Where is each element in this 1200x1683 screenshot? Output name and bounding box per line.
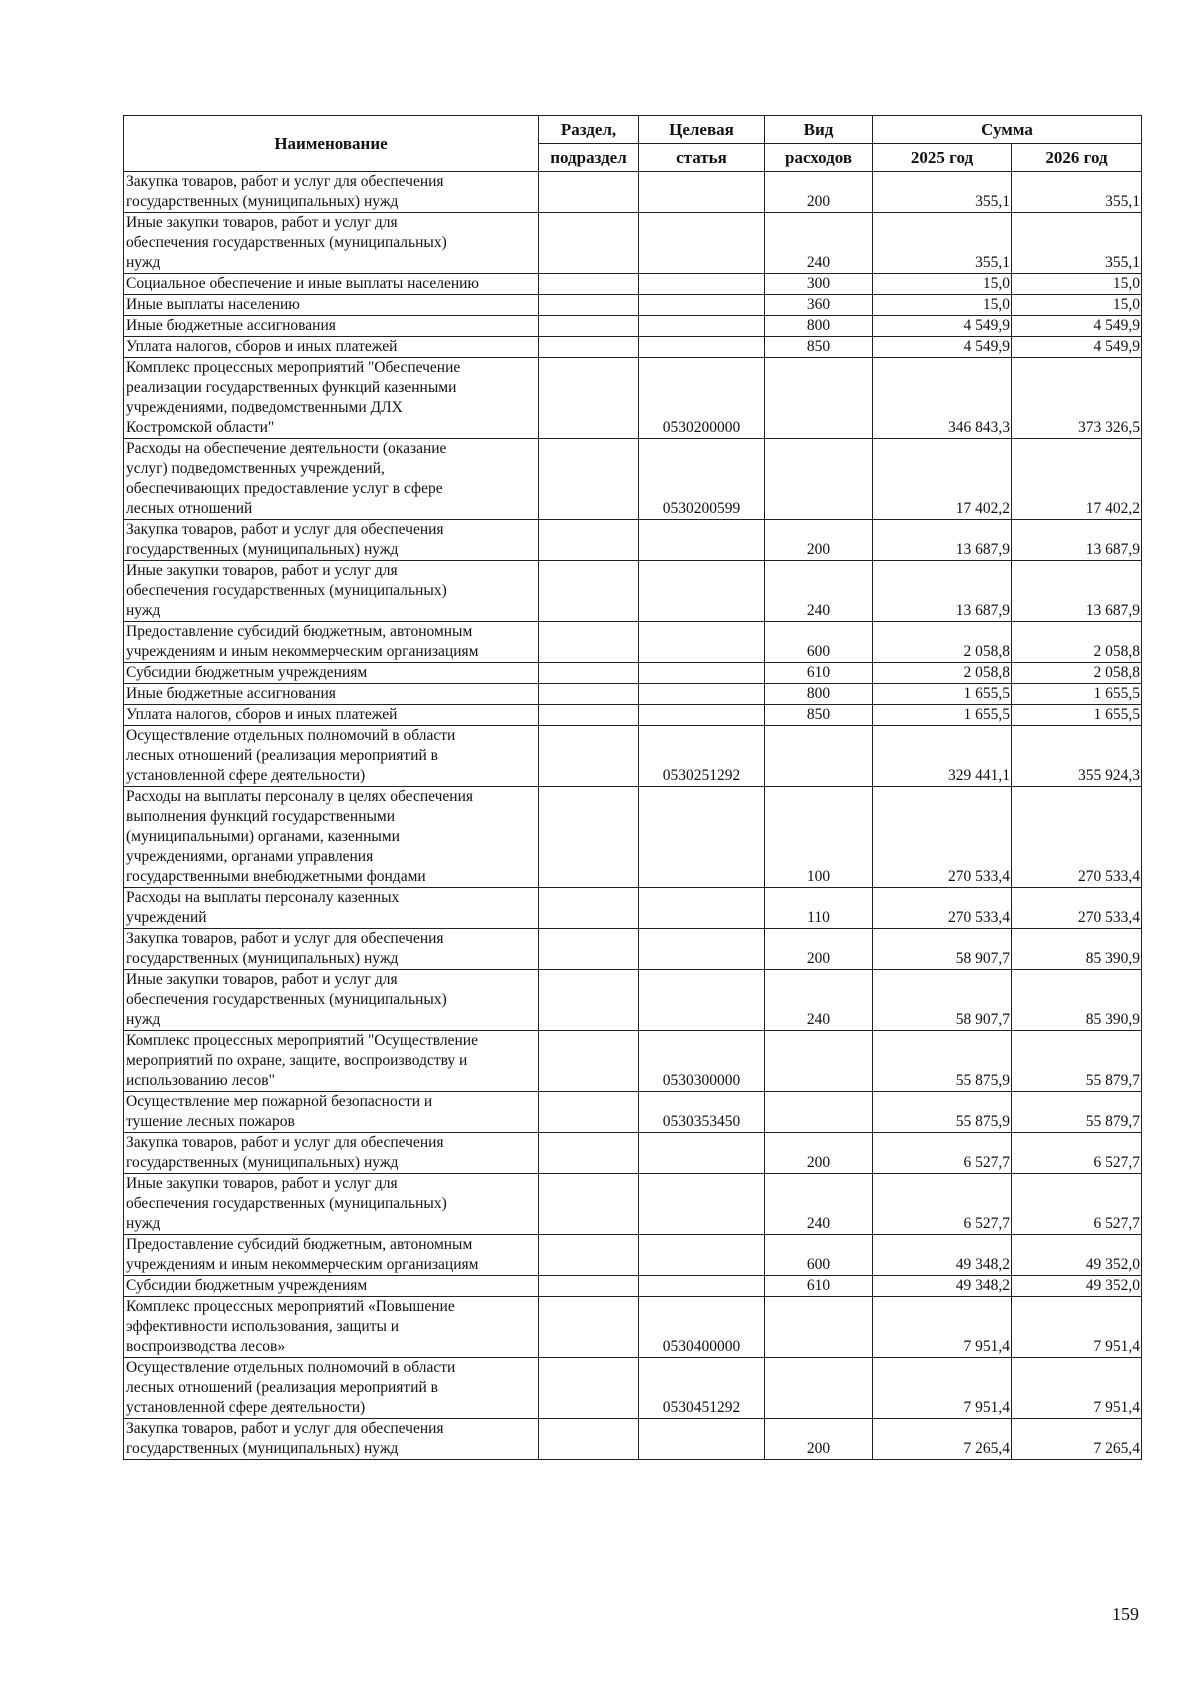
cell-sum-2025: 55 875,9 bbox=[873, 1031, 1012, 1092]
cell-section bbox=[539, 316, 639, 337]
cell-target-article bbox=[639, 561, 765, 622]
header-section-line2: подраздел bbox=[539, 144, 639, 172]
cell-expense-kind: 240 bbox=[765, 1174, 873, 1235]
cell-sum-2025: 4 549,9 bbox=[873, 337, 1012, 358]
table-row bbox=[124, 561, 1142, 622]
cell-sum-2026: 13 687,9 bbox=[1012, 561, 1142, 622]
cell-name: Иные выплаты населению bbox=[124, 295, 539, 316]
cell-section bbox=[539, 888, 639, 929]
cell-sum-2025: 355,1 bbox=[873, 213, 1012, 274]
cell-target-article bbox=[639, 1133, 765, 1174]
cell-section bbox=[539, 337, 639, 358]
table-row bbox=[124, 1358, 1142, 1419]
cell-sum-2026: 7 951,4 bbox=[1012, 1297, 1142, 1358]
cell-expense-kind: 800 bbox=[765, 684, 873, 705]
cell-target-article bbox=[639, 1235, 765, 1276]
cell-expense-kind: 610 bbox=[765, 1276, 873, 1297]
table-row bbox=[124, 705, 1142, 726]
header-year-2025: 2025 год bbox=[873, 144, 1012, 172]
cell-section bbox=[539, 1297, 639, 1358]
cell-target-article bbox=[639, 622, 765, 663]
cell-sum-2026: 6 527,7 bbox=[1012, 1133, 1142, 1174]
cell-expense-kind: 610 bbox=[765, 663, 873, 684]
cell-sum-2026: 55 879,7 bbox=[1012, 1092, 1142, 1133]
cell-sum-2025: 1 655,5 bbox=[873, 705, 1012, 726]
cell-sum-2026: 2 058,8 bbox=[1012, 622, 1142, 663]
cell-target-article bbox=[639, 888, 765, 929]
cell-expense-kind: 850 bbox=[765, 705, 873, 726]
cell-target-article: 0530200599 bbox=[639, 439, 765, 520]
cell-sum-2026: 2 058,8 bbox=[1012, 663, 1142, 684]
header-name: Наименование bbox=[124, 116, 539, 172]
cell-section bbox=[539, 1031, 639, 1092]
page-number: 159 bbox=[1112, 1604, 1139, 1624]
cell-name: Иные закупки товаров, работ и услуг для обеспечения государственных (муниципальных) нужд bbox=[124, 1174, 539, 1235]
cell-section bbox=[539, 929, 639, 970]
cell-sum-2025: 55 875,9 bbox=[873, 1092, 1012, 1133]
cell-sum-2025: 13 687,9 bbox=[873, 520, 1012, 561]
cell-sum-2026: 7 951,4 bbox=[1012, 1358, 1142, 1419]
cell-target-article bbox=[639, 274, 765, 295]
cell-name: Комплекс процессных мероприятий "Осуществление мероприятий по охране, защите, воспроизводству и использованию лесов" bbox=[124, 1031, 539, 1092]
cell-name: Иные закупки товаров, работ и услуг для обеспечения государственных (муниципальных) нужд bbox=[124, 213, 539, 274]
cell-sum-2025: 17 402,2 bbox=[873, 439, 1012, 520]
cell-name: Комплекс процессных мероприятий "Обеспечение реализации государственных функций казенными учреждениями, подведомственными ДЛХ Костромской области" bbox=[124, 358, 539, 439]
cell-expense-kind: 110 bbox=[765, 888, 873, 929]
cell-sum-2025: 49 348,2 bbox=[873, 1276, 1012, 1297]
cell-expense-kind bbox=[765, 1031, 873, 1092]
cell-sum-2025: 329 441,1 bbox=[873, 726, 1012, 787]
cell-name: Уплата налогов, сборов и иных платежей bbox=[124, 705, 539, 726]
table-row bbox=[124, 726, 1142, 787]
cell-section bbox=[539, 1358, 639, 1419]
cell-sum-2026: 55 879,7 bbox=[1012, 1031, 1142, 1092]
cell-sum-2025: 6 527,7 bbox=[873, 1133, 1012, 1174]
cell-sum-2025: 58 907,7 bbox=[873, 970, 1012, 1031]
cell-sum-2026: 4 549,9 bbox=[1012, 337, 1142, 358]
table-row bbox=[124, 663, 1142, 684]
table-row bbox=[124, 172, 1142, 213]
cell-sum-2025: 7 265,4 bbox=[873, 1419, 1012, 1460]
cell-target-article bbox=[639, 520, 765, 561]
cell-section bbox=[539, 684, 639, 705]
header-kind-line1: Вид bbox=[765, 116, 873, 144]
cell-sum-2026: 355,1 bbox=[1012, 213, 1142, 274]
cell-sum-2026: 15,0 bbox=[1012, 295, 1142, 316]
cell-expense-kind: 800 bbox=[765, 316, 873, 337]
cell-sum-2026: 49 352,0 bbox=[1012, 1276, 1142, 1297]
cell-target-article: 0530353450 bbox=[639, 1092, 765, 1133]
table-row bbox=[124, 970, 1142, 1031]
table-body bbox=[124, 172, 1142, 1460]
cell-section bbox=[539, 1235, 639, 1276]
cell-expense-kind: 360 bbox=[765, 295, 873, 316]
cell-sum-2026: 17 402,2 bbox=[1012, 439, 1142, 520]
cell-sum-2026: 7 265,4 bbox=[1012, 1419, 1142, 1460]
cell-name: Расходы на выплаты персоналу в целях обеспечения выполнения функций государственными (муниципальными) органами, казенными учреждениями, органами управления государственными внебюджетными фондами bbox=[124, 787, 539, 888]
cell-sum-2025: 2 058,8 bbox=[873, 622, 1012, 663]
cell-expense-kind bbox=[765, 439, 873, 520]
cell-sum-2025: 355,1 bbox=[873, 172, 1012, 213]
cell-section bbox=[539, 439, 639, 520]
cell-expense-kind: 240 bbox=[765, 561, 873, 622]
cell-sum-2025: 1 655,5 bbox=[873, 684, 1012, 705]
table-header bbox=[124, 116, 1142, 172]
cell-target-article bbox=[639, 1276, 765, 1297]
cell-target-article bbox=[639, 1419, 765, 1460]
cell-section bbox=[539, 1276, 639, 1297]
header-kind-line2: расходов bbox=[765, 144, 873, 172]
cell-section bbox=[539, 213, 639, 274]
cell-sum-2026: 270 533,4 bbox=[1012, 888, 1142, 929]
cell-section bbox=[539, 1133, 639, 1174]
cell-sum-2026: 355,1 bbox=[1012, 172, 1142, 213]
cell-name: Закупка товаров, работ и услуг для обеспечения государственных (муниципальных) нужд bbox=[124, 172, 539, 213]
cell-expense-kind: 200 bbox=[765, 1419, 873, 1460]
table-row bbox=[124, 316, 1142, 337]
cell-sum-2026: 355 924,3 bbox=[1012, 726, 1142, 787]
cell-sum-2026: 1 655,5 bbox=[1012, 684, 1142, 705]
cell-target-article: 0530400000 bbox=[639, 1297, 765, 1358]
cell-expense-kind: 850 bbox=[765, 337, 873, 358]
cell-section bbox=[539, 520, 639, 561]
cell-sum-2026: 4 549,9 bbox=[1012, 316, 1142, 337]
cell-section bbox=[539, 295, 639, 316]
cell-expense-kind bbox=[765, 1358, 873, 1419]
table-row bbox=[124, 684, 1142, 705]
cell-expense-kind bbox=[765, 358, 873, 439]
table-row bbox=[124, 1092, 1142, 1133]
cell-sum-2025: 270 533,4 bbox=[873, 787, 1012, 888]
cell-name: Осуществление отдельных полномочий в области лесных отношений (реализация мероприятий в установленной сфере деятельности) bbox=[124, 726, 539, 787]
cell-name: Иные закупки товаров, работ и услуг для обеспечения государственных (муниципальных) нужд bbox=[124, 970, 539, 1031]
cell-section bbox=[539, 663, 639, 684]
cell-name: Социальное обеспечение и иные выплаты населению bbox=[124, 274, 539, 295]
cell-section bbox=[539, 787, 639, 888]
cell-name: Иные закупки товаров, работ и услуг для обеспечения государственных (муниципальных) нужд bbox=[124, 561, 539, 622]
cell-target-article bbox=[639, 929, 765, 970]
cell-target-article bbox=[639, 295, 765, 316]
table-row bbox=[124, 1297, 1142, 1358]
cell-target-article bbox=[639, 316, 765, 337]
table-row bbox=[124, 274, 1142, 295]
cell-sum-2025: 13 687,9 bbox=[873, 561, 1012, 622]
table-row bbox=[124, 622, 1142, 663]
budget-table bbox=[123, 115, 1142, 1460]
cell-sum-2026: 85 390,9 bbox=[1012, 929, 1142, 970]
cell-sum-2025: 7 951,4 bbox=[873, 1297, 1012, 1358]
cell-target-article: 0530451292 bbox=[639, 1358, 765, 1419]
table-row bbox=[124, 1235, 1142, 1276]
cell-target-article bbox=[639, 172, 765, 213]
cell-section bbox=[539, 172, 639, 213]
cell-sum-2025: 2 058,8 bbox=[873, 663, 1012, 684]
cell-name: Осуществление мер пожарной безопасности и тушение лесных пожаров bbox=[124, 1092, 539, 1133]
cell-sum-2025: 4 549,9 bbox=[873, 316, 1012, 337]
cell-sum-2025: 49 348,2 bbox=[873, 1235, 1012, 1276]
cell-target-article bbox=[639, 663, 765, 684]
cell-expense-kind: 200 bbox=[765, 929, 873, 970]
table-row bbox=[124, 295, 1142, 316]
cell-sum-2026: 85 390,9 bbox=[1012, 970, 1142, 1031]
cell-name: Предоставление субсидий бюджетным, автономным учреждениям и иным некоммерческим организациям bbox=[124, 1235, 539, 1276]
table-row bbox=[124, 1419, 1142, 1460]
header-sum: Сумма bbox=[873, 116, 1142, 144]
cell-section bbox=[539, 1092, 639, 1133]
table-row bbox=[124, 337, 1142, 358]
header-target-line2: статья bbox=[639, 144, 765, 172]
cell-name: Иные бюджетные ассигнования bbox=[124, 684, 539, 705]
table-row bbox=[124, 1133, 1142, 1174]
cell-target-article: 0530200000 bbox=[639, 358, 765, 439]
table-row bbox=[124, 439, 1142, 520]
cell-name: Уплата налогов, сборов и иных платежей bbox=[124, 337, 539, 358]
cell-target-article bbox=[639, 787, 765, 888]
cell-section bbox=[539, 970, 639, 1031]
cell-section bbox=[539, 622, 639, 663]
cell-target-article bbox=[639, 684, 765, 705]
header-section-line1: Раздел, bbox=[539, 116, 639, 144]
cell-sum-2025: 6 527,7 bbox=[873, 1174, 1012, 1235]
cell-target-article bbox=[639, 705, 765, 726]
cell-sum-2026: 6 527,7 bbox=[1012, 1174, 1142, 1235]
table-row bbox=[124, 787, 1142, 888]
cell-expense-kind bbox=[765, 1297, 873, 1358]
cell-name: Расходы на обеспечение деятельности (оказание услуг) подведомственных учреждений, обеспечивающих предоставление услуг в сфере лесных отношений bbox=[124, 439, 539, 520]
cell-expense-kind: 300 bbox=[765, 274, 873, 295]
cell-expense-kind: 600 bbox=[765, 622, 873, 663]
cell-expense-kind: 600 bbox=[765, 1235, 873, 1276]
cell-section bbox=[539, 358, 639, 439]
cell-target-article bbox=[639, 970, 765, 1031]
table-row bbox=[124, 213, 1142, 274]
cell-section bbox=[539, 1174, 639, 1235]
cell-sum-2025: 15,0 bbox=[873, 274, 1012, 295]
cell-name: Закупка товаров, работ и услуг для обеспечения государственных (муниципальных) нужд bbox=[124, 1133, 539, 1174]
cell-name: Субсидии бюджетным учреждениям bbox=[124, 663, 539, 684]
cell-section bbox=[539, 274, 639, 295]
cell-section bbox=[539, 1419, 639, 1460]
cell-expense-kind bbox=[765, 1092, 873, 1133]
cell-expense-kind: 200 bbox=[765, 172, 873, 213]
cell-sum-2026: 270 533,4 bbox=[1012, 787, 1142, 888]
table-row bbox=[124, 1276, 1142, 1297]
cell-name: Закупка товаров, работ и услуг для обеспечения государственных (муниципальных) нужд bbox=[124, 520, 539, 561]
cell-expense-kind: 100 bbox=[765, 787, 873, 888]
table-row bbox=[124, 1031, 1142, 1092]
cell-section bbox=[539, 561, 639, 622]
table-row bbox=[124, 1174, 1142, 1235]
cell-target-article: 0530251292 bbox=[639, 726, 765, 787]
cell-sum-2026: 15,0 bbox=[1012, 274, 1142, 295]
cell-sum-2025: 270 533,4 bbox=[873, 888, 1012, 929]
cell-target-article bbox=[639, 337, 765, 358]
cell-section bbox=[539, 705, 639, 726]
table-row bbox=[124, 520, 1142, 561]
cell-sum-2026: 373 326,5 bbox=[1012, 358, 1142, 439]
cell-name: Осуществление отдельных полномочий в области лесных отношений (реализация мероприятий в установленной сфере деятельности) bbox=[124, 1358, 539, 1419]
cell-name: Иные бюджетные ассигнования bbox=[124, 316, 539, 337]
cell-sum-2026: 1 655,5 bbox=[1012, 705, 1142, 726]
cell-name: Расходы на выплаты персоналу казенных учреждений bbox=[124, 888, 539, 929]
cell-sum-2025: 7 951,4 bbox=[873, 1358, 1012, 1419]
cell-sum-2026: 13 687,9 bbox=[1012, 520, 1142, 561]
cell-target-article bbox=[639, 1174, 765, 1235]
cell-sum-2025: 346 843,3 bbox=[873, 358, 1012, 439]
header-target-line1: Целевая bbox=[639, 116, 765, 144]
cell-expense-kind: 240 bbox=[765, 970, 873, 1031]
cell-name: Предоставление субсидий бюджетным, автономным учреждениям и иным некоммерческим организациям bbox=[124, 622, 539, 663]
header-year-2026: 2026 год bbox=[1012, 144, 1142, 172]
cell-expense-kind: 240 bbox=[765, 213, 873, 274]
cell-name: Закупка товаров, работ и услуг для обеспечения государственных (муниципальных) нужд bbox=[124, 929, 539, 970]
table-row bbox=[124, 888, 1142, 929]
table-row bbox=[124, 929, 1142, 970]
cell-name: Закупка товаров, работ и услуг для обеспечения государственных (муниципальных) нужд bbox=[124, 1419, 539, 1460]
cell-expense-kind bbox=[765, 726, 873, 787]
cell-name: Субсидии бюджетным учреждениям bbox=[124, 1276, 539, 1297]
cell-sum-2026: 49 352,0 bbox=[1012, 1235, 1142, 1276]
cell-target-article: 0530300000 bbox=[639, 1031, 765, 1092]
cell-section bbox=[539, 726, 639, 787]
cell-expense-kind: 200 bbox=[765, 520, 873, 561]
cell-target-article bbox=[639, 213, 765, 274]
cell-expense-kind: 200 bbox=[765, 1133, 873, 1174]
cell-sum-2025: 15,0 bbox=[873, 295, 1012, 316]
table-row bbox=[124, 358, 1142, 439]
cell-name: Комплекс процессных мероприятий «Повышение эффективности использования, защиты и воспроизводства лесов» bbox=[124, 1297, 539, 1358]
cell-sum-2025: 58 907,7 bbox=[873, 929, 1012, 970]
